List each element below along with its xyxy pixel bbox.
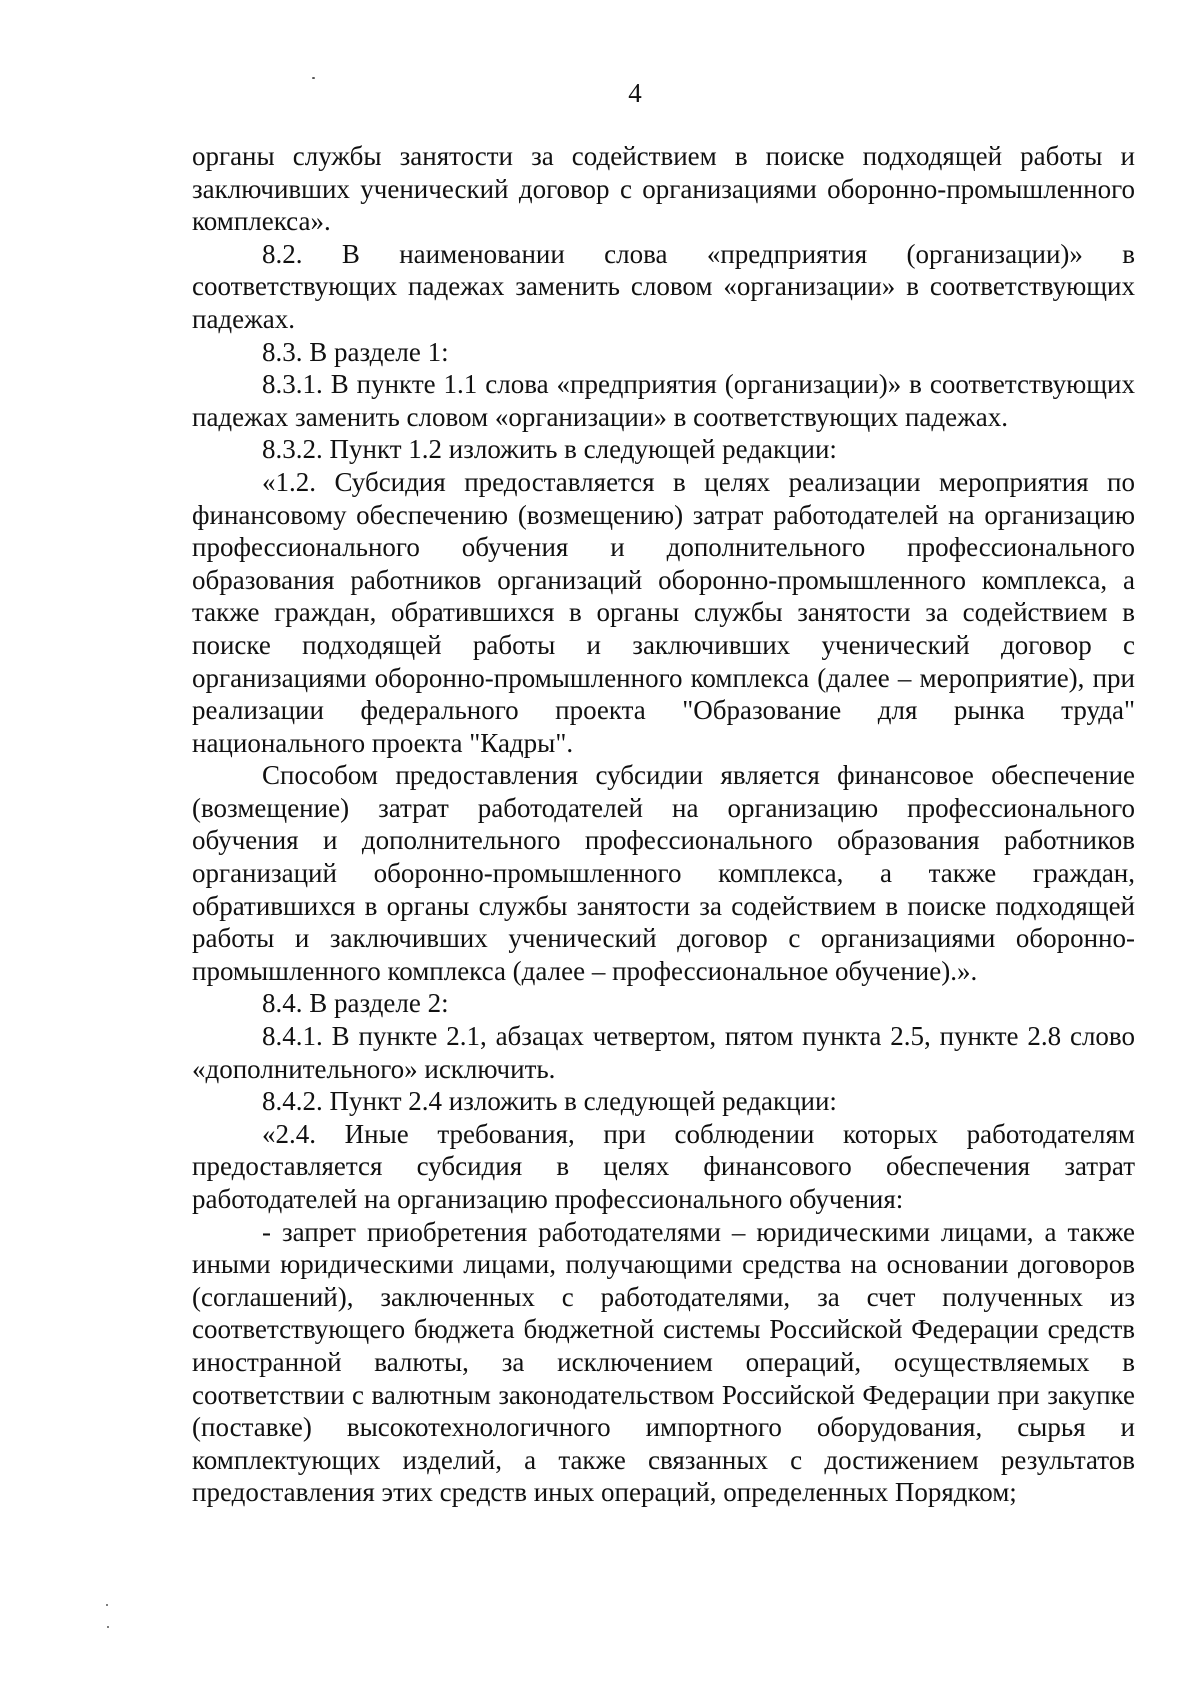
paragraph-1-2-quote: «1.2. Субсидия предоставляется в целях реализации мероприятия по финансовому обеспечению (возмещению) затрат работодателей на организацию профессионального обучения и дополнительного профессионального образования работников организаций оборонно-промышленного комплекса, а также граждан, обратившихся в органы службы занятости за содействием в поиске подходящей работы и заключивших ученический договор с организациями оборонно-промышленного комплекса (далее – мероприятие), при реализации федерального проекта "Образование для рынка труда" национального проекта "Кадры". <box>192 466 1135 758</box>
scan-speck <box>106 1604 108 1606</box>
paragraph-8-4-1: 8.4.1. В пункте 2.1, абзацах четвертом, пятом пункта 2.5, пункте 2.8 слово «дополнительного» исключить. <box>192 1021 1135 1084</box>
paragraph-8-2: 8.2. В наименовании слова «предприятия (организации)» в соответствующих падежах заменить словом «организации» в соответствующих падежах. <box>192 238 1135 334</box>
paragraph-8-3-1: 8.3.1. В пункте 1.1 слова «предприятия (организации)» в соответствующих падежах заменить словом «организации» в соответствующих падежах. <box>192 369 1135 432</box>
paragraph-8-3-2: 8.3.2. Пункт 1.2 изложить в следующей редакции: <box>262 434 837 465</box>
paragraph-subsidy-method: Способом предоставления субсидии является финансовое обеспечение (возмещение) затрат работодателей на организацию профессионального обучения и дополнительного профессионального образования работников организаций оборонно-промышленного комплекса, а также граждан, обратившихся в органы службы занятости за содействием в поиске подходящей работы и заключивших ученический договор с организациями оборонно-промышленного комплекса (далее – профессиональное обучение).». <box>192 760 1135 986</box>
document-body <box>192 140 1135 1509</box>
paragraph-currency-ban: - запрет приобретения работодателями – юридическими лицами, а также иными юридическими лицами, получающими средства на основании договоров (соглашений), заключенных с работодателями, за счет полученных из соответствующего бюджета бюджетной системы Российской Федерации средств иностранной валюты, за исключением операций, осуществляемых в соответствии с валютным законодательством Российской Федерации при закупке (поставке) высокотехнологичного импортного оборудования, сырья и комплектующих изделий, а также связанных с достижением результатов предоставления этих средств иных операций, определенных Порядком; <box>192 1216 1135 1508</box>
page-number: 4 <box>628 78 642 108</box>
scan-speck <box>107 1626 109 1628</box>
paragraph-8-3: 8.3. В разделе 1: <box>262 336 449 367</box>
paragraph-2-4-quote: «2.4. Иные требования, при соблюдении которых работодателям предоставляется субсидия в целях финансового обеспечения затрат работодателей на организацию профессионального обучения: <box>192 1118 1135 1214</box>
paragraph-8-4: 8.4. В разделе 2: <box>262 988 449 1019</box>
scan-speck <box>312 77 315 79</box>
paragraph-8-4-2: 8.4.2. Пункт 2.4 изложить в следующей редакции: <box>262 1086 837 1117</box>
paragraph-services-continuation: органы службы занятости за содействием в поиске подходящей работы и заключивших ученический договор с организациями оборонно-промышленного комплекса». <box>192 141 1135 237</box>
